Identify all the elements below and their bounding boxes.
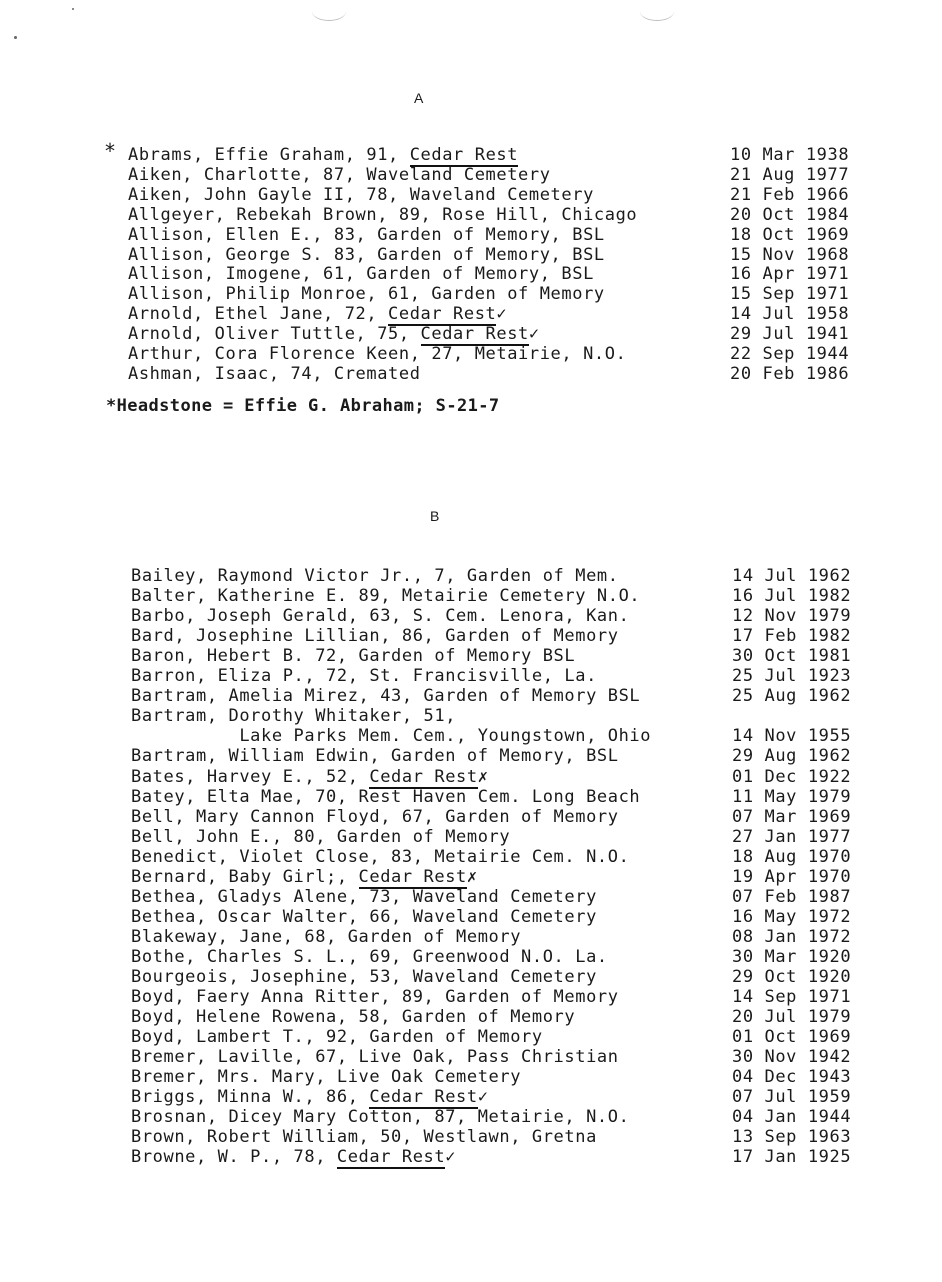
list-item xyxy=(131,887,942,907)
list-item xyxy=(131,1087,942,1107)
checkmark-icon: ✓ xyxy=(496,304,508,325)
list-item xyxy=(131,606,942,626)
list-item xyxy=(131,807,942,827)
entry-name: Barbo, Joseph Gerald, 63, S. Cem. Lenora, Kan. xyxy=(131,606,630,627)
entry-date: 12 Nov 1979 xyxy=(732,606,852,627)
entry-date: 04 Jan 1944 xyxy=(732,1107,852,1128)
list-item xyxy=(128,245,942,265)
entry-date: 16 Jul 1982 xyxy=(732,586,852,607)
entry-text xyxy=(131,847,629,867)
entry-text xyxy=(131,686,640,706)
list-item xyxy=(131,626,942,646)
entry-text xyxy=(131,586,640,606)
list-item xyxy=(131,726,942,746)
list-item xyxy=(128,324,942,344)
entry-text xyxy=(131,987,619,1007)
entry-date: 14 Sep 1971 xyxy=(732,987,852,1008)
entry-text xyxy=(131,666,597,686)
underlined-cemetery: Cedar Rest xyxy=(336,1147,446,1168)
entry-name: Bartram, Dorothy Whitaker, 51, xyxy=(131,706,457,727)
entry-text xyxy=(131,787,640,807)
entry-text xyxy=(128,245,605,265)
scan-speck xyxy=(14,36,17,39)
headstone-note: *Headstone = Effie G. Abraham; S-21-7 xyxy=(106,396,500,416)
list-item xyxy=(128,185,942,205)
entry-date: 14 Nov 1955 xyxy=(732,726,852,747)
entry-text xyxy=(131,1127,597,1147)
entry-name: Abrams, Effie Graham, 91, xyxy=(128,145,410,165)
entry-date: 18 Oct 1969 xyxy=(730,224,850,245)
entry-text xyxy=(131,706,456,726)
entry-date: 01 Dec 1922 xyxy=(732,766,852,787)
entry-text xyxy=(128,284,605,304)
entry-name: Arnold, Oliver Tuttle, 75, xyxy=(128,324,421,345)
entry-date: 15 Sep 1971 xyxy=(730,284,850,305)
entry-date: 20 Feb 1986 xyxy=(730,363,850,384)
entry-date: 04 Dec 1943 xyxy=(732,1067,852,1088)
entry-name: Allgeyer, Rebekah Brown, 89, Rose Hill, Chicago xyxy=(128,204,638,225)
list-item xyxy=(131,666,942,686)
entry-date: 14 Jul 1958 xyxy=(730,304,850,325)
entry-text xyxy=(128,364,421,384)
entry-name: Bourgeois, Josephine, 53, Waveland Cemetery xyxy=(131,967,597,987)
entry-text xyxy=(128,205,637,225)
entry-date: 07 Mar 1969 xyxy=(732,806,852,827)
underlined-cemetery: Cedar Rest xyxy=(409,145,519,165)
entry-date: 16 Apr 1971 xyxy=(730,264,850,285)
list-item xyxy=(131,1027,942,1047)
entry-name: Allison, Imogene, 61, Garden of Memory, BSL xyxy=(128,264,594,285)
list-item xyxy=(131,706,942,726)
entry-text xyxy=(131,1087,489,1107)
list-item xyxy=(131,847,942,867)
entry-name: Allison, George S. 83, Garden of Memory, BSL xyxy=(128,244,605,265)
entry-text xyxy=(131,907,597,927)
list-item xyxy=(131,787,942,807)
entry-text xyxy=(131,867,478,887)
entry-text xyxy=(128,324,540,344)
entry-text xyxy=(131,566,619,586)
entry-date: 21 Feb 1966 xyxy=(730,184,850,205)
entry-date: 29 Oct 1920 xyxy=(732,967,852,987)
entry-text xyxy=(131,646,575,666)
list-item xyxy=(131,1007,942,1027)
entry-date: 19 Apr 1970 xyxy=(732,866,852,887)
entry-date: 10 Mar 1938 xyxy=(730,145,850,165)
list-item xyxy=(131,1147,942,1167)
x-mark-icon: ✗ xyxy=(477,766,489,787)
entry-name: Ashman, Isaac, 74, Cremated xyxy=(128,363,421,384)
entry-name: Arnold, Ethel Jane, 72, xyxy=(128,304,389,325)
entry-date: 21 Aug 1977 xyxy=(730,164,850,185)
list-item xyxy=(128,304,942,324)
list-item xyxy=(131,987,942,1007)
entry-date: 08 Jan 1972 xyxy=(732,926,852,947)
entry-text xyxy=(128,344,626,364)
entry-date: 15 Nov 1968 xyxy=(730,244,850,265)
entry-date: 30 Nov 1942 xyxy=(732,1047,852,1068)
list-item xyxy=(128,225,942,245)
entry-name: Bell, John E., 80, Garden of Memory xyxy=(131,826,511,847)
entry-text xyxy=(131,827,510,847)
entry-text xyxy=(128,225,605,245)
entry-text xyxy=(131,746,619,766)
entry-date: 17 Jan 1925 xyxy=(732,1147,852,1168)
entry-date: 25 Jul 1923 xyxy=(732,666,852,687)
list-item xyxy=(128,344,942,364)
entry-date: 14 Jul 1962 xyxy=(732,566,852,586)
entry-text xyxy=(128,264,594,284)
entry-name: Bethea, Gladys Alene, 73, Waveland Cemetery xyxy=(131,886,597,907)
entry-name: Allison, Ellen E., 83, Garden of Memory, BSL xyxy=(128,224,605,245)
list-item xyxy=(131,827,942,847)
entry-name: Boyd, Lambert T., 92, Garden of Memory xyxy=(131,1027,543,1048)
entry-date: 07 Jul 1959 xyxy=(732,1087,852,1108)
entry-text xyxy=(131,606,629,626)
list-item xyxy=(131,746,942,766)
entry-name: Bailey, Raymond Victor Jr., 7, Garden of Mem. xyxy=(131,566,619,586)
list-item xyxy=(131,1107,942,1127)
entry-name: Aiken, John Gayle II, 78, Waveland Cemetery xyxy=(128,184,594,205)
entry-text xyxy=(128,165,551,185)
entry-date: 18 Aug 1970 xyxy=(732,846,852,867)
entry-date: 30 Oct 1981 xyxy=(732,646,852,667)
list-item xyxy=(131,867,942,887)
list-item xyxy=(128,165,942,185)
entry-name: Benedict, Violet Close, 83, Metairie Cem. N.O. xyxy=(131,846,630,867)
entry-name: Bernard, Baby Girl;, xyxy=(131,866,359,887)
entry-name: Browne, W. P., 78, xyxy=(131,1147,337,1168)
underlined-cemetery: Cedar Rest xyxy=(420,324,529,345)
underlined-cemetery: Cedar Rest xyxy=(369,1087,478,1108)
entry-name: Arthur, Cora Florence Keen, 27, Metairie, N.O. xyxy=(128,344,627,364)
list-item xyxy=(131,1127,942,1147)
entry-name: Bethea, Oscar Walter, 66, Waveland Cemetery xyxy=(131,906,597,927)
entry-text xyxy=(131,1007,575,1027)
entry-name: Bremer, Mrs. Mary, Live Oak Cemetery xyxy=(131,1067,522,1088)
entry-text xyxy=(131,1147,456,1167)
entry-name: Bartram, William Edwin, Garden of Memory, BSL xyxy=(131,746,619,767)
entry-text xyxy=(128,304,507,324)
underlined-cemetery: Cedar Rest xyxy=(388,304,497,325)
section-b-heading: B xyxy=(430,508,440,524)
entry-name: Allison, Philip Monroe, 61, Garden of Memory xyxy=(128,284,605,305)
entry-name: Boyd, Helene Rowena, 58, Garden of Memory xyxy=(131,1007,576,1028)
entry-text xyxy=(131,626,619,646)
entry-name: Bard, Josephine Lillian, 86, Garden of Memory xyxy=(131,626,619,647)
list-item xyxy=(131,927,942,947)
entry-date: 27 Jan 1977 xyxy=(732,826,852,847)
entry-name: Balter, Katherine E. 89, Metairie Cemetery N.O. xyxy=(131,586,641,607)
entry-date: 29 Aug 1962 xyxy=(732,746,852,767)
list-item xyxy=(131,967,942,987)
checkmark-icon: ✓ xyxy=(477,1087,489,1108)
entry-name: Lake Parks Mem. Cem., Youngstown, Ohio xyxy=(131,726,652,747)
list-item xyxy=(128,284,942,304)
list-item xyxy=(131,686,942,706)
entry-date: 20 Oct 1984 xyxy=(730,204,850,225)
list-item xyxy=(131,1047,942,1067)
entry-name: Batey, Elta Mae, 70, Rest Haven Cem. Long Beach xyxy=(131,786,641,807)
entry-name: Bell, Mary Cannon Floyd, 67, Garden of Memory xyxy=(131,806,619,827)
punch-hole-mark xyxy=(312,2,346,21)
scan-speck xyxy=(72,8,74,10)
entry-name: Bartram, Amelia Mirez, 43, Garden of Memory BSL xyxy=(131,686,641,707)
list-item xyxy=(131,767,942,787)
entry-text xyxy=(131,807,619,827)
entry-text xyxy=(128,185,594,205)
entry-text xyxy=(131,767,489,787)
list-item xyxy=(128,264,942,284)
entry-name: Bates, Harvey E., 52, xyxy=(131,766,370,787)
list-item xyxy=(128,364,942,384)
list-item xyxy=(128,205,942,225)
checkmark-icon: ✓ xyxy=(528,324,540,345)
section-a-heading: A xyxy=(414,90,424,106)
entry-text xyxy=(131,967,597,987)
entry-text xyxy=(131,1107,629,1127)
list-item xyxy=(131,1067,942,1087)
entry-date: 07 Feb 1987 xyxy=(732,886,852,907)
entry-date: 11 May 1979 xyxy=(732,786,852,807)
entry-name: Baron, Hebert B. 72, Garden of Memory BSL xyxy=(131,646,576,667)
entry-name: Brosnan, Dicey Mary Cotton, 87, Metairie, N.O. xyxy=(131,1107,630,1128)
entry-name: Briggs, Minna W., 86, xyxy=(131,1087,370,1108)
entry-date: 16 May 1972 xyxy=(732,906,852,927)
entry-name: Blakeway, Jane, 68, Garden of Memory xyxy=(131,926,522,947)
checkmark-icon: ✓ xyxy=(445,1147,457,1168)
list-item xyxy=(131,907,942,927)
underlined-cemetery: Cedar Rest xyxy=(369,766,478,787)
entry-text xyxy=(131,726,651,746)
list-item xyxy=(131,947,942,967)
entry-name: Barron, Eliza P., 72, St. Francisville, La. xyxy=(131,666,597,687)
entry-name: Bothe, Charles S. L., 69, Greenwood N.O. La. xyxy=(131,946,608,967)
list-item xyxy=(131,566,942,586)
entry-text xyxy=(131,927,521,947)
list-item xyxy=(104,139,942,165)
entry-text xyxy=(131,1047,619,1067)
x-mark-icon: ✗ xyxy=(466,866,478,887)
entry-text xyxy=(131,1067,521,1087)
entry-name: Aiken, Charlotte, 87, Waveland Cemetery xyxy=(128,164,551,185)
entry-text xyxy=(131,887,597,907)
entry-text xyxy=(128,145,518,165)
list-item xyxy=(131,586,942,606)
entry-date: 22 Sep 1944 xyxy=(730,344,850,364)
entry-date: 13 Sep 1963 xyxy=(732,1127,852,1148)
underlined-cemetery: Cedar Rest xyxy=(358,866,467,887)
punch-hole-mark xyxy=(640,2,674,21)
entry-name: Boyd, Faery Anna Ritter, 89, Garden of Memory xyxy=(131,987,619,1008)
entry-date: 17 Feb 1982 xyxy=(732,626,852,647)
entry-date: 01 Oct 1969 xyxy=(732,1027,852,1048)
entry-date: 25 Aug 1962 xyxy=(732,686,852,707)
entry-date: 30 Mar 1920 xyxy=(732,946,852,967)
entry-name: Bremer, Laville, 67, Live Oak, Pass Christian xyxy=(131,1047,619,1068)
entry-text xyxy=(131,947,608,967)
entry-date: 29 Jul 1941 xyxy=(730,324,850,345)
entry-text xyxy=(131,1027,543,1047)
list-item xyxy=(131,646,942,666)
entry-name: Brown, Robert William, 50, Westlawn, Gretna xyxy=(131,1127,597,1148)
entry-date: 20 Jul 1979 xyxy=(732,1007,852,1028)
asterisk-marker: * xyxy=(104,139,117,163)
